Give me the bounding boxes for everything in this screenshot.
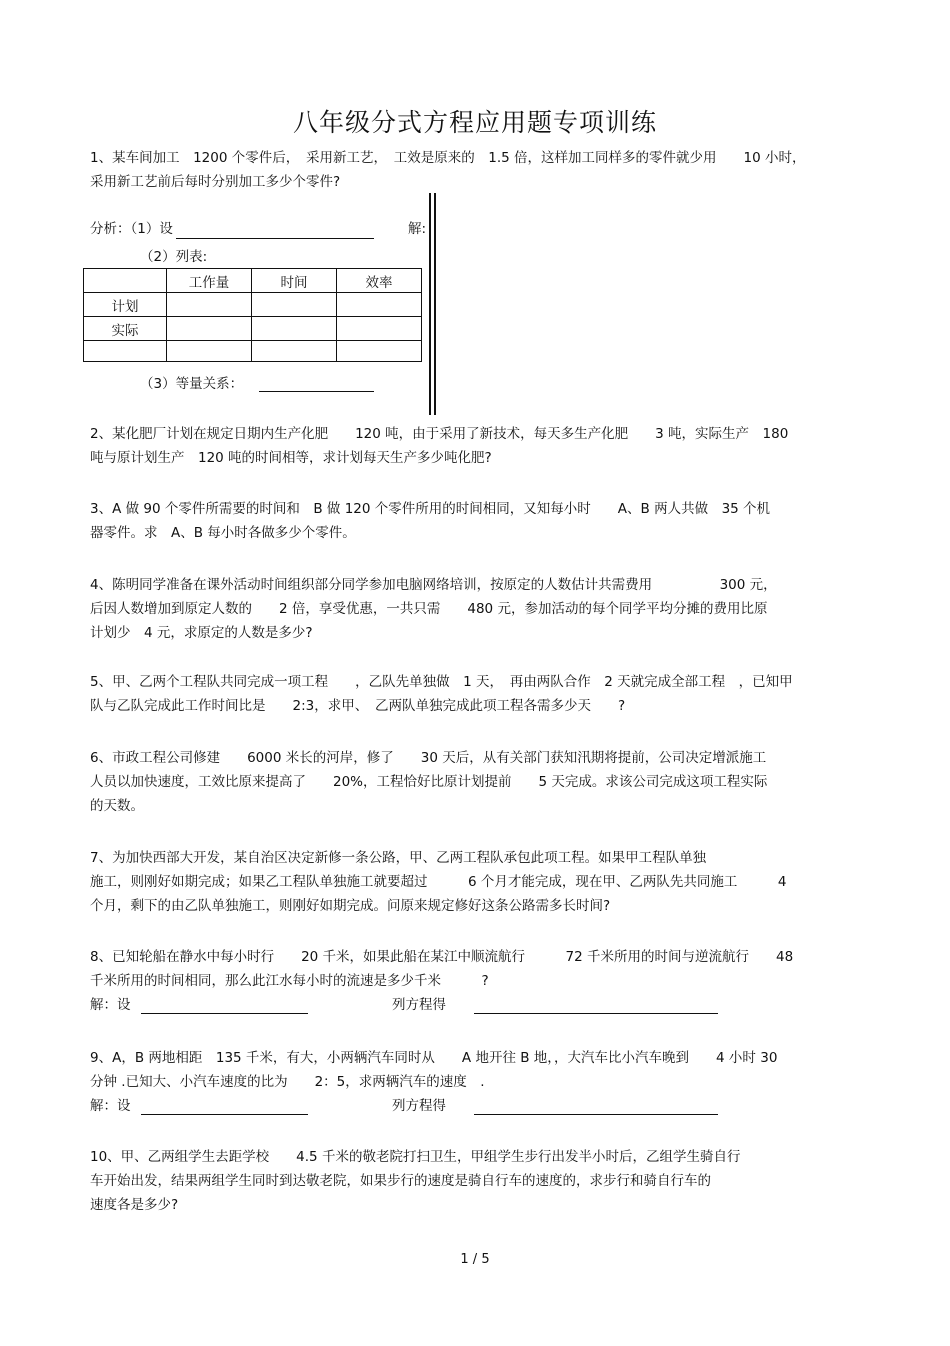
question-6-line-1: 6、市政工程公司修建 6000 米长的河岸，修了 30 天后，从有关部门获知汛期将提前，公司决定增派施工 [90,750,767,766]
table-cell [337,341,422,362]
question-2-line-2: 吨与原计划生产 120 吨的时间相等，求计划每天生产多少吨化肥? [90,450,492,466]
divider-line [429,193,431,415]
question-3-line-2: 器零件。求 A、B 每小时各做多少个零件。 [90,525,356,541]
table-cell [167,341,252,362]
table-header-cell: 工作量 [167,269,252,293]
equation-blank-line [474,1114,718,1115]
relation-blank-line [259,391,374,392]
page-title: 八年级分式方程应用题专项训练 [292,108,657,137]
question-10-line-1: 10、甲、乙两组学生去距学校 4.5 千米的敬老院打扫卫生，甲组学生步行出发半小时后，乙组学生骑自行 [90,1149,741,1165]
solve-blank-line [141,1013,308,1014]
assume-blank-line [176,238,374,239]
solve-label: 解：设 [90,1098,131,1114]
solve-blank-line [141,1114,308,1115]
table-cell [252,341,337,362]
page-number: 1 / 5 [460,1252,490,1267]
equation-label: 列方程得 [392,1098,446,1114]
question-2-line-1: 2、某化肥厂计划在规定日期内生产化肥 120 吨，由于采用了新技术，每天多生产化肥 3 吨，实际生产 180 [90,426,789,442]
solve-label: 解：设 [90,997,131,1013]
table-cell [167,293,252,317]
table-cell [167,317,252,341]
question-8-line-2: 千米所用的时间相同，那么此江水每小时的流速是多少千米 ? [90,973,489,989]
question-10-line-3: 速度各是多少? [90,1197,179,1213]
question-7-line-2: 施工，则刚好如期完成；如果乙工程队单独施工就要超过 6 个月才能完成，现在甲、乙两队先共同施工 4 [90,874,787,890]
equation-blank-line [474,1013,718,1014]
table-row-label: 实际 [84,317,167,341]
table-header-row [84,269,422,293]
table-cell [252,293,337,317]
question-5-line-1: 5、甲、乙两个工程队共同完成一项工程 ，乙队先单独做 1 天， 再由两队合作 2 天就完成全部工程 ，已知甲 [90,674,793,690]
question-6-line-2: 人员以加快速度，工效比原来提高了 20%，工程恰好比原计划提前 5 天完成。求该公司完成这项工程实际 [90,774,768,790]
table-cell [252,317,337,341]
relation-label: （3）等量关系： [140,376,244,392]
equation-label: 列方程得 [392,997,446,1013]
work-table [83,268,422,362]
question-9-line-1: 9、A，B 两地相距 135 千米，有大，小两辆汽车同时从 A 地开往 B 地，，大汽车比小汽车晚到 4 小时 30 [90,1050,778,1066]
question-4-line-1: 4、陈明同学准备在课外活动时间组织部分同学参加电脑网络培训，按原定的人数估计共需费用 300 元， [90,577,777,593]
table-row [84,317,422,341]
table-label: （2）列表: [140,249,208,265]
question-6-line-3: 的天数。 [90,798,144,814]
question-4-line-2: 后因人数增加到原定人数的 2 倍，享受优惠，一共只需 480 元，参加活动的每个同学平均分摊的费用比原 [90,601,768,617]
table-row [84,341,422,362]
question-4-line-3: 计划少 4 元，求原定的人数是多少? [90,625,313,641]
question-5-line-2: 队与乙队完成此工作时间比是 2:3，求甲、 乙两队单独完成此项工程各需多少天 ? [90,698,626,714]
question-1-line-2: 采用新工艺前后每时分别加工多少个零件? [90,174,341,190]
table-header-cell [84,269,167,293]
table-header-cell: 效率 [337,269,422,293]
question-3-line-1: 3、A 做 90 个零件所需要的时间和 B 做 120 个零件所用的时间相同，又知每小时 A、B 两人共做 35 个机 [90,501,771,517]
table-cell [337,317,422,341]
question-9-line-2: 分钟 .已知大、小汽车速度的比为 2：5，求两辆汽车的速度 . [90,1074,485,1090]
question-7-line-3: 个月，剩下的由乙队单独施工，则刚好如期完成。问原来规定修好这条公路需多长时间? [90,898,611,914]
analysis-label: 分析：（1）设 [90,221,173,237]
question-10-line-2: 车开始出发，结果两组学生同时到达敬老院，如果步行的速度是骑自行车的速度的，求步行和骑自行车的 [90,1173,711,1189]
table-cell [84,341,167,362]
table-row [84,293,422,317]
question-1-line-1: 1、某车间加工 1200 个零件后， 采用新工艺， 工效是原来的 1.5 倍，这样加工同样多的零件就少用 10 小时， [90,150,806,166]
table-header-cell: 时间 [252,269,337,293]
question-7-line-1: 7、为加快西部大开发，某自治区决定新修一条公路，甲、乙两工程队承包此项工程。如果甲工程队单独 [90,850,707,866]
table-cell [337,293,422,317]
table-row-label: 计划 [84,293,167,317]
divider-line [434,193,436,415]
question-8-line-1: 8、已知轮船在静水中每小时行 20 千米，如果此船在某江中顺流航行 72 千米所用的时间与逆流航行 48 [90,949,794,965]
solve-label: 解: [408,221,427,237]
